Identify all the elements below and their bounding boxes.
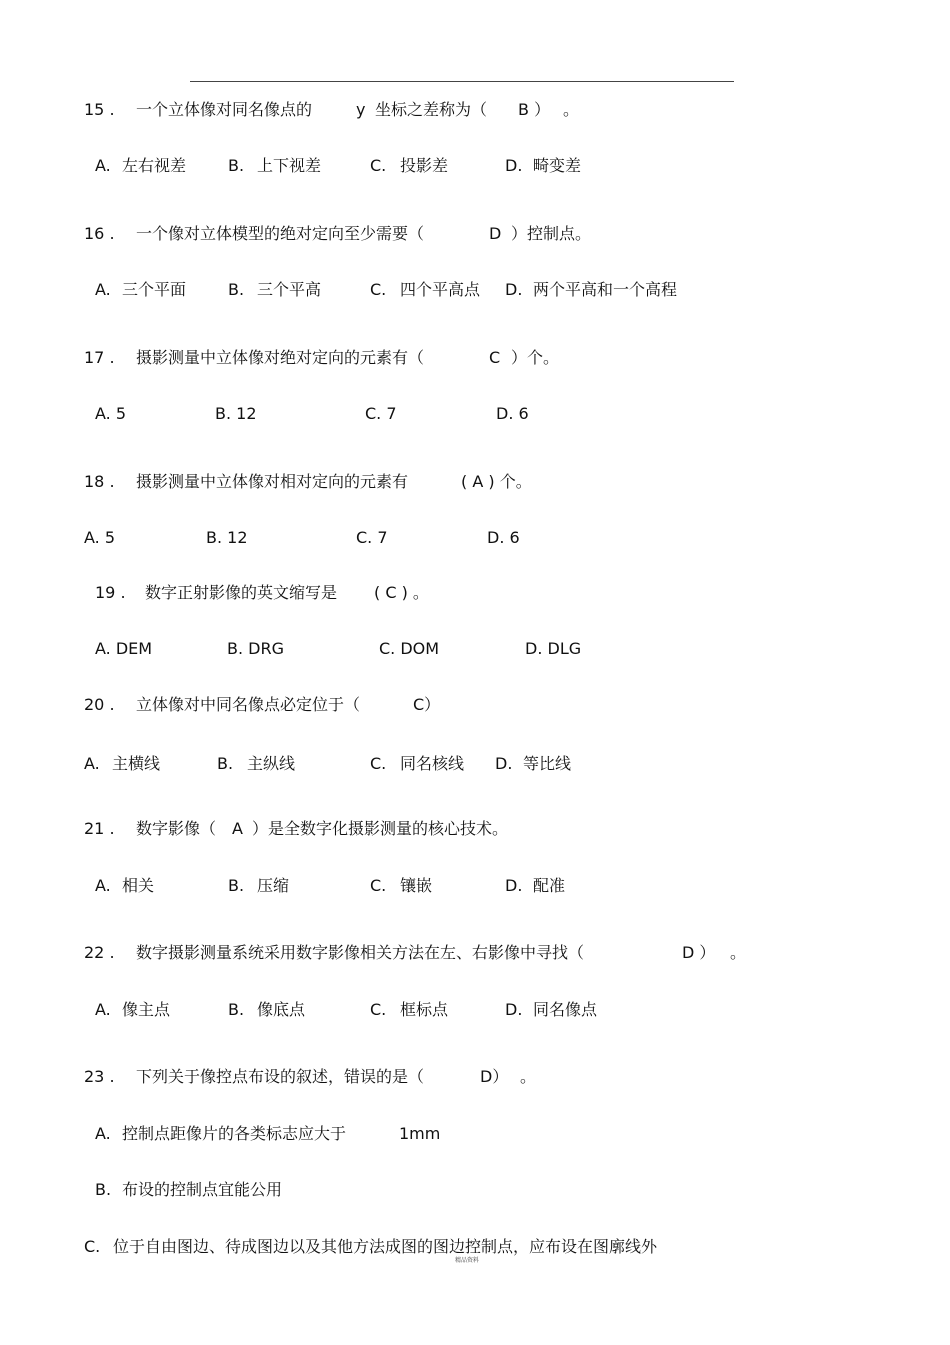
option-text: A. 5 [84, 528, 116, 547]
options-16 [0, 277, 950, 303]
option-text: B. 12 [206, 528, 248, 547]
question-number: 22 . [84, 943, 115, 962]
question-20 [0, 692, 950, 718]
question-stem: 。 [563, 100, 580, 119]
option-letter: B. [228, 876, 245, 895]
question-stem: 立体像对中同名像点必定位于（ [136, 695, 361, 714]
question-stem: 。 [730, 943, 747, 962]
question-number: 20 . [84, 695, 115, 714]
option-letter: B. [228, 280, 245, 299]
options-23-b [0, 1177, 950, 1203]
question-number: 19 . [95, 583, 126, 602]
question-21 [0, 816, 950, 842]
options-20 [0, 751, 950, 777]
question-stem: ）控制点。 [511, 224, 592, 243]
question-answer: D [489, 224, 502, 243]
options-23-a [0, 1121, 950, 1147]
option-text: B. DRG [227, 639, 284, 658]
question-stem: 坐标之差称为（ [375, 100, 488, 119]
option-text: D. 6 [496, 404, 529, 423]
question-stem: 摄影测量中立体像对绝对定向的元素有（ [136, 348, 425, 367]
option-text: 压缩 [257, 876, 290, 895]
option-letter: C. [370, 754, 387, 773]
option-text: 框标点 [400, 1000, 449, 1019]
question-stem: 摄影测量中立体像对相对定向的元素有 [136, 472, 409, 491]
question-answer: ( A ) 个。 [461, 472, 532, 491]
option-text: 相关 [122, 876, 155, 895]
option-text: 控制点距像片的各类标志应大于 [122, 1124, 347, 1143]
question-answer: D） [480, 1067, 509, 1086]
question-number: 23 . [84, 1067, 115, 1086]
option-text: 三个平面 [122, 280, 187, 299]
question-answer: B ） [518, 100, 551, 119]
question-answer: D ） [682, 943, 716, 962]
question-answer: A [232, 819, 243, 838]
question-stem: 数字正射影像的英文缩写是 [145, 583, 338, 602]
option-letter: A. [95, 876, 111, 895]
option-text: 两个平高和一个高程 [533, 280, 678, 299]
question-stem: 一个立体像对同名像点的 [136, 100, 313, 119]
question-number: 18 . [84, 472, 115, 491]
option-letter: D. [505, 280, 523, 299]
option-text: 主横线 [112, 754, 161, 773]
option-letter: D. [505, 156, 523, 175]
option-letter: D. [505, 1000, 523, 1019]
option-letter: B. [228, 156, 245, 175]
option-text: D. 6 [487, 528, 520, 547]
option-text: 布设的控制点宜能公用 [122, 1180, 283, 1199]
option-letter: D. [505, 876, 523, 895]
options-18 [0, 525, 950, 551]
option-text: A. 5 [95, 404, 127, 423]
question-18 [0, 469, 950, 495]
options-22 [0, 997, 950, 1023]
option-letter: B. [228, 1000, 245, 1019]
question-answer: C） [413, 695, 441, 714]
option-letter: A. [95, 156, 111, 175]
option-text: 上下视差 [257, 156, 322, 175]
question-stem: ）个。 [511, 348, 560, 367]
option-letter: C. [370, 1000, 387, 1019]
option-letter: C. [84, 1237, 101, 1256]
option-text: 配准 [533, 876, 566, 895]
question-number: 21 . [84, 819, 115, 838]
question-16 [0, 221, 950, 247]
option-letter: A. [95, 1000, 111, 1019]
option-letter: B. [217, 754, 234, 773]
question-stem: 。 [520, 1067, 537, 1086]
option-text: 四个平高点 [400, 280, 481, 299]
option-text: 像底点 [257, 1000, 306, 1019]
footer-watermark: 精品资料 [455, 1257, 480, 1264]
option-text: 等比线 [523, 754, 572, 773]
option-letter: A. [84, 754, 100, 773]
option-text: A. DEM [95, 639, 153, 658]
option-letter: C. [370, 156, 387, 175]
option-text: D. DLG [525, 639, 582, 658]
option-text: 畸变差 [533, 156, 582, 175]
option-text: 像主点 [122, 1000, 171, 1019]
option-letter: C. [370, 280, 387, 299]
option-text: 位于自由图边、待成图边以及其他方法成图的图边控制点，应布设在图廓线外 [113, 1237, 658, 1256]
option-text: 投影差 [400, 156, 449, 175]
question-22 [0, 940, 950, 966]
option-text: 三个平高 [257, 280, 322, 299]
option-letter: C. [370, 876, 387, 895]
question-stem: y [356, 100, 366, 119]
options-21 [0, 873, 950, 899]
question-15 [0, 97, 950, 123]
option-text: 镶嵌 [400, 876, 433, 895]
question-stem: ）是全数字化摄影测量的核心技术。 [252, 819, 509, 838]
question-number: 17 . [84, 348, 115, 367]
option-text: 1mm [399, 1124, 441, 1143]
question-stem: 一个像对立体模型的绝对定向至少需要（ [136, 224, 425, 243]
option-text: B. 12 [215, 404, 257, 423]
question-number: 16 . [84, 224, 115, 243]
question-number: 15 . [84, 100, 115, 119]
question-stem: 数字摄影测量系统采用数字影像相关方法在左、右影像中寻找（ [136, 943, 585, 962]
option-text: C. 7 [356, 528, 388, 547]
option-text: 左右视差 [122, 156, 187, 175]
question-answer: ( C ) 。 [374, 583, 429, 602]
option-text: 同名核线 [400, 754, 465, 773]
option-text: 主纵线 [247, 754, 296, 773]
option-text: C. 7 [365, 404, 397, 423]
option-letter: A. [95, 1124, 111, 1143]
option-letter: B. [95, 1180, 112, 1199]
option-letter: A. [95, 280, 111, 299]
options-19 [0, 636, 950, 662]
question-stem: 数字影像（ [136, 819, 217, 838]
header-rule [190, 81, 734, 82]
option-text: 同名像点 [533, 1000, 598, 1019]
option-text: C. DOM [379, 639, 440, 658]
options-17 [0, 401, 950, 427]
question-17 [0, 345, 950, 371]
question-19 [0, 580, 950, 606]
question-answer: C [489, 348, 501, 367]
question-23 [0, 1064, 950, 1090]
option-letter: D. [495, 754, 513, 773]
question-stem: 下列关于像控点布设的叙述，错误的是（ [136, 1067, 425, 1086]
options-15 [0, 153, 950, 179]
